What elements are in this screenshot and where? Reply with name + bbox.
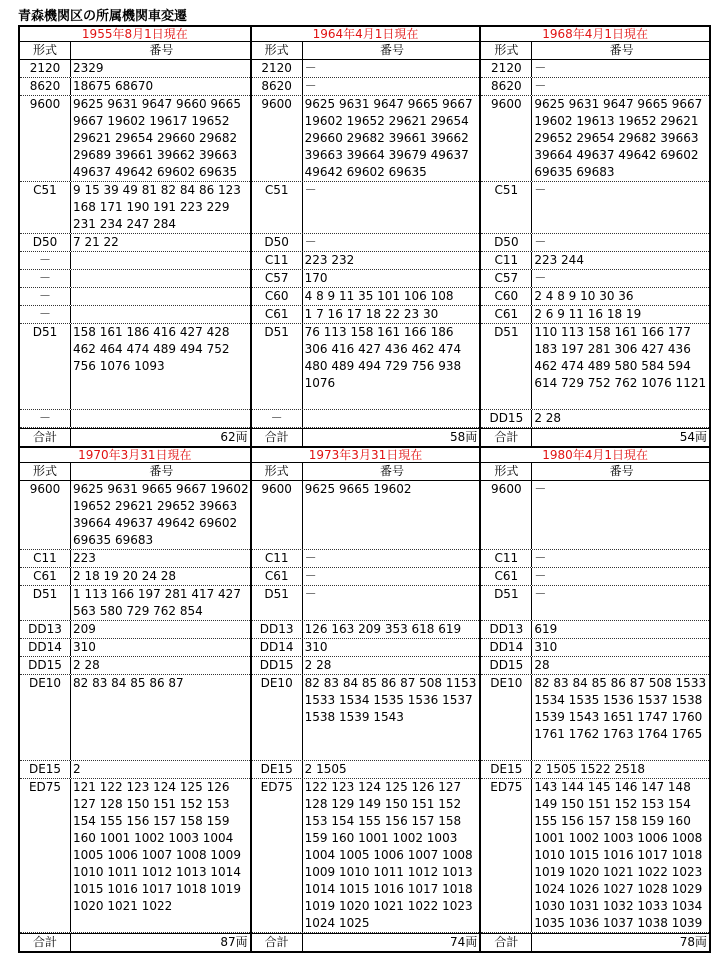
- locomotive-row: [20, 288, 250, 306]
- locomotive-row: [481, 410, 709, 428]
- form-cell: C57: [252, 270, 303, 287]
- total-value: 54両: [679, 430, 707, 444]
- form-cell: D51: [20, 324, 71, 409]
- total-row: [481, 933, 709, 951]
- locomotive-row: [20, 234, 250, 252]
- locomotive-row: [481, 182, 709, 234]
- numbers-cell: 619: [534, 622, 558, 636]
- locomotive-row: [20, 639, 250, 657]
- numbers-cell: －: [534, 79, 547, 93]
- form-cell: C61: [252, 306, 303, 323]
- locomotive-row: [481, 252, 709, 270]
- form-cell: C11: [252, 252, 303, 269]
- period-column: [20, 448, 250, 951]
- numbers-cell: 170: [304, 271, 328, 285]
- numbers-cell: －: [534, 183, 547, 197]
- numbers-cell: 28: [534, 658, 550, 672]
- locomotive-row: [481, 306, 709, 324]
- numbers-cell: －: [534, 482, 547, 496]
- numbers-cell: 2 6 9 11 16 18 19: [534, 307, 642, 321]
- form-cell: D50: [20, 234, 71, 251]
- period-date: 1964年4月1日現在: [252, 27, 480, 42]
- form-cell: DE10: [20, 675, 71, 760]
- locomotive-row: [20, 182, 250, 234]
- locomotive-row: [20, 324, 250, 410]
- numbers-cell: 9625 9631 9647 9665 9667 19602 19613 19652 29621 29652 29654 29682 39663 39664 49637 49642 69602 69635 69683: [534, 97, 703, 179]
- form-cell: 9600: [20, 96, 71, 181]
- form-cell: 9600: [481, 96, 532, 181]
- column-header-row: [20, 463, 250, 481]
- form-cell: DD14: [481, 639, 532, 656]
- numbers-cell: －: [534, 551, 547, 565]
- form-column-header: 形式: [20, 463, 71, 480]
- form-cell: 9600: [20, 481, 71, 549]
- column-header-row: [252, 463, 480, 481]
- locomotive-row: [20, 621, 250, 639]
- period-date: 1980年4月1日現在: [481, 448, 709, 463]
- form-cell: 8620: [252, 78, 303, 95]
- form-cell: DD15: [481, 410, 532, 427]
- form-cell: 8620: [20, 78, 71, 95]
- locomotive-row: [20, 657, 250, 675]
- locomotive-row: [252, 234, 480, 252]
- locomotive-row: [20, 586, 250, 621]
- numbers-cell: 82 83 84 85 86 87 508 1153 1533 1534 1535 1536 1537 1538 1539 1543: [304, 676, 477, 724]
- period-date: 1968年4月1日現在: [481, 27, 709, 42]
- total-row: [20, 428, 250, 446]
- numbers-cell: 9625 9631 9647 9660 9665 9667 19602 19617 19652 29621 29654 29660 29682 29689 39661 39662 39663 49637 49642 69602 69635: [73, 97, 241, 179]
- locomotive-row: [252, 78, 480, 96]
- numbers-cell: 4 8 9 11 35 101 106 108: [304, 289, 454, 303]
- form-column-header: 形式: [20, 42, 71, 59]
- numbers-cell: 223: [73, 551, 96, 565]
- numbers-cell: 1 7 16 17 18 22 23 30: [304, 307, 439, 321]
- period-column: [479, 448, 709, 951]
- form-cell: 2120: [20, 60, 71, 77]
- locomotive-row: [252, 550, 480, 568]
- form-cell: D50: [252, 234, 303, 251]
- form-column-header: 形式: [481, 42, 532, 59]
- form-cell: DD14: [252, 639, 303, 656]
- form-cell: DE10: [481, 675, 532, 760]
- locomotive-row: [20, 779, 250, 933]
- column-header-row: [481, 463, 709, 481]
- numbers-cell: －: [304, 551, 317, 565]
- locomotive-row: [20, 306, 250, 324]
- numbers-cell: 7 21 22: [73, 235, 119, 249]
- numbers-cell: 9625 9631 9665 9667 19602 19652 29621 29652 39663 39664 49637 49642 69602 69635 69683: [73, 482, 249, 547]
- table: [18, 25, 711, 953]
- locomotive-row: [481, 481, 709, 550]
- form-cell: D51: [252, 324, 303, 409]
- form-cell: C60: [481, 288, 532, 305]
- form-column-header: 形式: [252, 42, 303, 59]
- total-label: 合計: [252, 934, 303, 951]
- locomotive-row: [20, 78, 250, 96]
- period-band: [20, 446, 709, 951]
- locomotive-row: [252, 586, 480, 621]
- number-column-header: 番号: [149, 464, 174, 478]
- form-cell: DD13: [20, 621, 71, 638]
- period-column: [250, 27, 480, 446]
- numbers-cell: －: [534, 271, 547, 285]
- form-cell: D51: [252, 586, 303, 620]
- locomotive-row: [481, 568, 709, 586]
- form-cell: DD15: [481, 657, 532, 674]
- numbers-cell: 2 18 19 20 24 28: [73, 569, 177, 583]
- locomotive-row: [20, 410, 250, 428]
- total-label: 合計: [481, 934, 532, 951]
- period-column: [250, 448, 480, 951]
- locomotive-row: [252, 568, 480, 586]
- locomotive-row: [20, 568, 250, 586]
- locomotive-row: [481, 657, 709, 675]
- numbers-cell: 310: [73, 640, 96, 654]
- form-cell: DD13: [481, 621, 532, 638]
- period-column: [479, 27, 709, 446]
- form-cell: C11: [481, 252, 532, 269]
- numbers-cell: 310: [534, 640, 558, 654]
- number-column-header: 番号: [379, 43, 404, 57]
- column-header-row: [20, 42, 250, 60]
- form-column-header: 形式: [481, 463, 532, 480]
- numbers-cell: －: [304, 569, 317, 583]
- form-cell: DE10: [252, 675, 303, 760]
- form-cell: DD14: [20, 639, 71, 656]
- form-cell: DD15: [252, 657, 303, 674]
- locomotive-row: [481, 779, 709, 933]
- form-cell: －: [20, 306, 71, 323]
- period-date: 1970年3月31日現在: [20, 448, 250, 463]
- form-cell: D51: [20, 586, 71, 620]
- form-cell: D50: [481, 234, 532, 251]
- form-cell: D51: [481, 324, 532, 409]
- locomotive-row: [481, 675, 709, 761]
- numbers-cell: [71, 306, 250, 323]
- locomotive-row: [20, 761, 250, 779]
- total-label: 合計: [481, 429, 532, 446]
- numbers-cell: 1 113 166 197 281 417 427 563 580 729 762 854: [73, 587, 241, 618]
- period-column: [20, 27, 250, 446]
- total-row: [252, 428, 480, 446]
- form-cell: C61: [252, 568, 303, 585]
- numbers-cell: 2 1505: [304, 762, 347, 776]
- column-header-row: [481, 42, 709, 60]
- period-date: 1955年8月1日現在: [20, 27, 250, 42]
- locomotive-row: [481, 234, 709, 252]
- form-cell: DE15: [20, 761, 71, 778]
- form-cell: ED75: [252, 779, 303, 932]
- form-cell: DE15: [252, 761, 303, 778]
- form-cell: C51: [252, 182, 303, 233]
- numbers-cell: 310: [304, 640, 328, 654]
- locomotive-row: [252, 324, 480, 410]
- numbers-cell: －: [534, 569, 547, 583]
- total-value: 78両: [679, 935, 707, 949]
- period-date: 1973年3月31日現在: [252, 448, 480, 463]
- locomotive-row: [252, 270, 480, 288]
- numbers-cell: [71, 270, 250, 287]
- numbers-cell: 9625 9665 19602: [304, 482, 412, 496]
- locomotive-row: [481, 550, 709, 568]
- form-cell: 9600: [252, 481, 303, 549]
- locomotive-row: [20, 481, 250, 550]
- locomotive-row: [252, 481, 480, 550]
- total-row: [252, 933, 480, 951]
- numbers-cell: －: [304, 587, 317, 601]
- numbers-cell: 121 122 123 124 125 126 127 128 150 151 152 153 154 155 156 157 158 159 160 1001 1002 1003 1004 1005 1006 1007 1008 1009 1010 1011 1012 1013 1014 1015 1016 1017 1018 1019 1020 1021 1022: [73, 780, 241, 913]
- locomotive-row: [481, 288, 709, 306]
- form-cell: C57: [481, 270, 532, 287]
- locomotive-row: [252, 60, 480, 78]
- form-cell: C61: [20, 568, 71, 585]
- numbers-cell: 223 244: [534, 253, 584, 267]
- locomotive-row: [481, 270, 709, 288]
- form-cell: －: [20, 270, 71, 287]
- numbers-cell: －: [304, 79, 317, 93]
- numbers-cell: [303, 410, 480, 427]
- numbers-cell: －: [304, 235, 317, 249]
- numbers-cell: 2 28: [304, 658, 332, 672]
- form-cell: C61: [481, 568, 532, 585]
- numbers-cell: 2 28: [73, 658, 100, 672]
- locomotive-row: [481, 586, 709, 621]
- locomotive-row: [481, 639, 709, 657]
- numbers-cell: －: [534, 61, 547, 75]
- locomotive-row: [20, 270, 250, 288]
- locomotive-row: [481, 621, 709, 639]
- form-cell: DE15: [481, 761, 532, 778]
- numbers-cell: 82 83 84 85 86 87 508 1533 1534 1535 1536 1537 1538 1539 1543 1651 1747 1760 1761 1762 1763 1764 1765: [534, 676, 707, 741]
- form-cell: ED75: [20, 779, 71, 932]
- numbers-cell: 82 83 84 85 86 87: [73, 676, 184, 690]
- locomotive-row: [252, 621, 480, 639]
- locomotive-row: [252, 779, 480, 933]
- form-cell: C51: [481, 182, 532, 233]
- form-cell: C51: [20, 182, 71, 233]
- form-cell: C11: [20, 550, 71, 567]
- column-header-row: [252, 42, 480, 60]
- numbers-cell: 126 163 209 353 618 619: [304, 622, 462, 636]
- numbers-cell: [71, 252, 250, 269]
- locomotive-row: [481, 761, 709, 779]
- form-cell: C61: [481, 306, 532, 323]
- total-label: 合計: [20, 429, 71, 446]
- form-cell: C11: [481, 550, 532, 567]
- locomotive-row: [481, 96, 709, 182]
- locomotive-row: [252, 288, 480, 306]
- form-cell: 2120: [481, 60, 532, 77]
- numbers-cell: 223 232: [304, 253, 355, 267]
- locomotive-row: [20, 96, 250, 182]
- numbers-cell: 143 144 145 146 147 148 149 150 151 152 153 154 155 156 157 158 159 160 1001 1002 1003 1006 1008 1010 1015 1016 1017 1018 1019 1020 1021 1022 1023 1024 1026 1027 1028 1029 1030 1031 1032 1033 1034 1035 1036 1037 1038 1039: [534, 780, 703, 930]
- period-band: [20, 27, 709, 446]
- numbers-cell: 2329: [73, 61, 104, 75]
- locomotive-row: [20, 252, 250, 270]
- locomotive-row: [252, 182, 480, 234]
- form-cell: 2120: [252, 60, 303, 77]
- numbers-cell: －: [304, 61, 317, 75]
- total-value: 62両: [220, 430, 248, 444]
- locomotive-row: [20, 60, 250, 78]
- form-cell: －: [252, 410, 303, 427]
- form-cell: 9600: [481, 481, 532, 549]
- form-cell: 8620: [481, 78, 532, 95]
- locomotive-row: [481, 324, 709, 410]
- total-row: [20, 933, 250, 951]
- form-cell: C60: [252, 288, 303, 305]
- form-cell: DD15: [20, 657, 71, 674]
- total-value: 74両: [450, 935, 478, 949]
- numbers-cell: －: [534, 587, 547, 601]
- locomotive-row: [481, 60, 709, 78]
- form-cell: C11: [252, 550, 303, 567]
- numbers-cell: 209: [73, 622, 96, 636]
- numbers-cell: 18675 68670: [73, 79, 154, 93]
- numbers-cell: [71, 410, 250, 427]
- total-value: 58両: [450, 430, 478, 444]
- numbers-cell: 9625 9631 9647 9665 9667 19602 19652 29621 29654 29660 29682 39661 39662 39663 39664 39679 49637 49642 69602 69635: [304, 97, 473, 179]
- form-cell: D51: [481, 586, 532, 620]
- total-value: 87両: [220, 935, 248, 949]
- numbers-cell: 110 113 158 161 166 177 183 197 281 306 427 436 462 474 489 580 584 594 614 729 752 762 1076 1121: [534, 325, 707, 390]
- form-cell: －: [20, 288, 71, 305]
- numbers-cell: 158 161 186 416 427 428 462 464 474 489 494 752 756 1076 1093: [73, 325, 230, 373]
- form-cell: 9600: [252, 96, 303, 181]
- locomotive-row: [252, 657, 480, 675]
- numbers-cell: [71, 288, 250, 305]
- total-label: 合計: [252, 429, 303, 446]
- locomotive-row: [252, 410, 480, 428]
- form-column-header: 形式: [252, 463, 303, 480]
- numbers-cell: －: [534, 235, 547, 249]
- locomotive-row: [481, 78, 709, 96]
- numbers-cell: 2 1505 1522 2518: [534, 762, 646, 776]
- document-title: 青森機関区の所属機関車変遷: [18, 9, 188, 24]
- locomotive-row: [252, 96, 480, 182]
- number-column-header: 番号: [379, 464, 404, 478]
- total-label: 合計: [20, 934, 71, 951]
- number-column-header: 番号: [609, 464, 634, 478]
- locomotive-row: [20, 675, 250, 761]
- numbers-cell: 2: [73, 762, 81, 776]
- numbers-cell: 2 4 8 9 10 30 36: [534, 289, 634, 303]
- numbers-cell: 122 123 124 125 126 127 128 129 149 150 151 152 153 154 155 156 157 158 159 160 1001 1002 1003 1004 1005 1006 1007 1008 1009 1010 1011 1012 1013 1014 1015 1016 1017 1018 1019 1020 1021 1022 1023 1024 1025: [304, 780, 473, 930]
- total-row: [481, 428, 709, 446]
- numbers-cell: 76 113 158 161 166 186 306 416 427 436 462 474 480 489 494 729 756 938 1076: [304, 325, 462, 390]
- locomotive-row: [20, 550, 250, 568]
- form-cell: －: [20, 252, 71, 269]
- number-column-header: 番号: [149, 43, 174, 57]
- locomotive-row: [252, 675, 480, 761]
- numbers-cell: 2 28: [534, 411, 562, 425]
- form-cell: ED75: [481, 779, 532, 932]
- numbers-cell: 9 15 39 49 81 82 84 86 123 168 171 190 191 223 229 231 234 247 284: [73, 183, 241, 231]
- number-column-header: 番号: [609, 43, 634, 57]
- locomotive-row: [252, 306, 480, 324]
- form-cell: －: [20, 410, 71, 427]
- numbers-cell: －: [304, 183, 317, 197]
- locomotive-row: [252, 761, 480, 779]
- form-cell: DD13: [252, 621, 303, 638]
- locomotive-row: [252, 639, 480, 657]
- locomotive-row: [252, 252, 480, 270]
